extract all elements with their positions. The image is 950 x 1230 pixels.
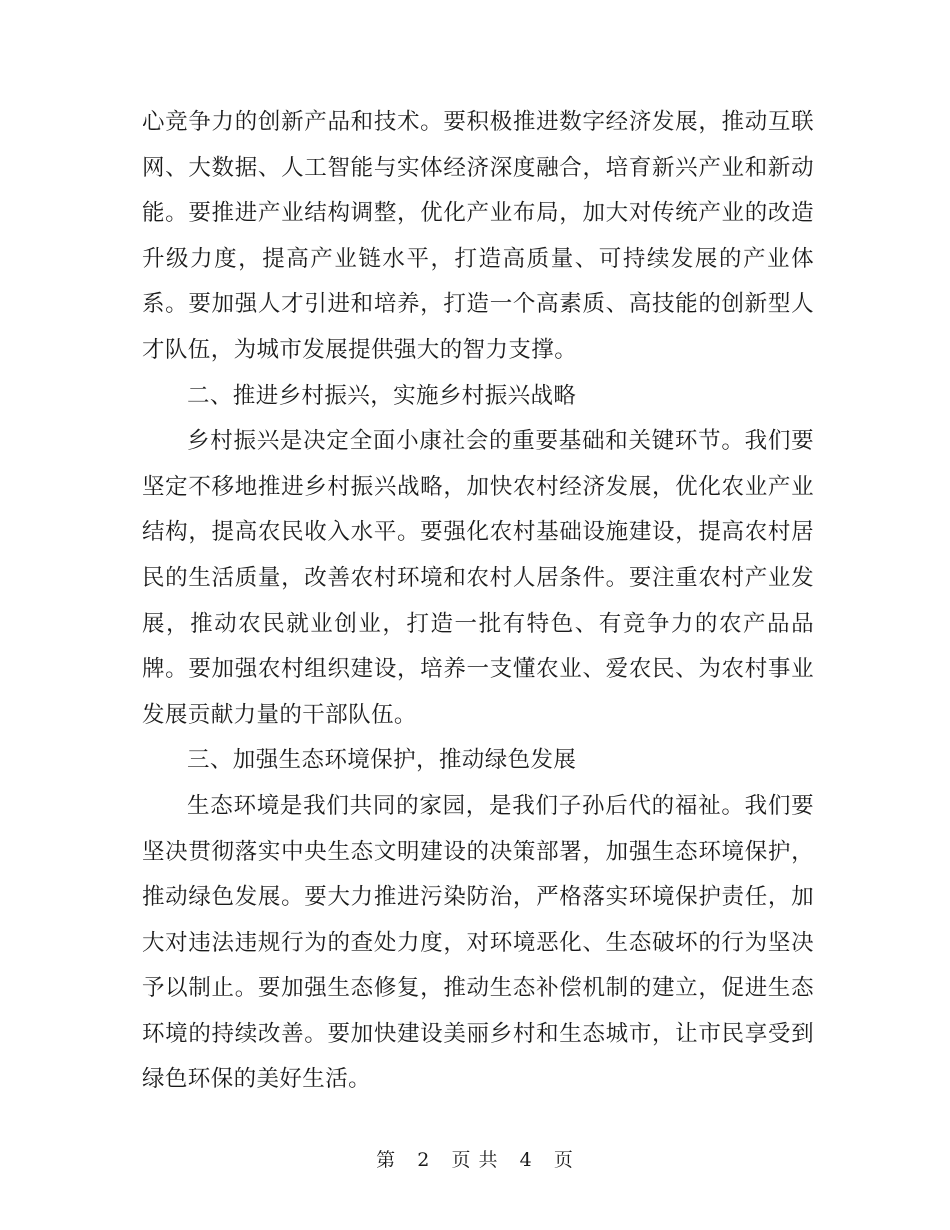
page-footer <box>0 1147 950 1173</box>
total-pages-number: 4 <box>519 1149 533 1171</box>
paragraph-rural-revitalization: 乡村振兴是决定全面小康社会的重要基础和关键环节。我们要坚定不移地推进乡村振兴战略，加快农村经济发展，优化农业产业结构，提高农民收入水平。要强化农村基础设施建设，提高农村居民的生活质量，改善农村环境和农村人居条件。要注重农村产业发展，推动农民就业创业，打造一批有特色、有竞争力的农产品品牌。要加强农村组织建设，培养一支懂农业、爱农民、为农村事业发展贡献力量的干部队伍。 <box>142 428 814 728</box>
document-body <box>142 100 814 1103</box>
current-page-number: 2 <box>417 1149 431 1171</box>
footer-label-end: 页 <box>553 1149 574 1171</box>
section-heading-2: 二、推进乡村振兴，实施乡村振兴战略 <box>187 382 577 409</box>
paragraph-ecology: 生态环境是我们共同的家园，是我们子孙后代的福祉。我们要坚决贯彻落实中央生态文明建设的决策部署，加强生态环境保护，推动绿色发展。要大力推进污染防治，严格落实环境保护责任，加大对违法违规行为的查处力度，对环境恶化、生态破坏的行为坚决予以制止。要加强生态修复，推动生态补偿机制的建立，促进生态环境的持续改善。要加快建设美丽乡村和生态城市，让市民享受到绿色环保的美好生活。 <box>142 792 814 1093</box>
footer-label-of: 页 共 <box>451 1149 499 1171</box>
footer-label-page: 第 <box>376 1149 397 1171</box>
paragraph-continued: 心竞争力的创新产品和技术。要积极推进数字经济发展，推动互联网、大数据、人工智能与实体经济深度融合，培育新兴产业和新动能。要推进产业结构调整，优化产业布局，加大对传统产业的改造升级力度，提高产业链水平，打造高质量、可持续发展的产业体系。要加强人才引进和培养，打造一个高素质、高技能的创新型人才队伍，为城市发展提供强大的智力支撑。 <box>142 109 814 363</box>
section-heading-3: 三、加强生态环境保护，推动绿色发展 <box>187 747 577 774</box>
